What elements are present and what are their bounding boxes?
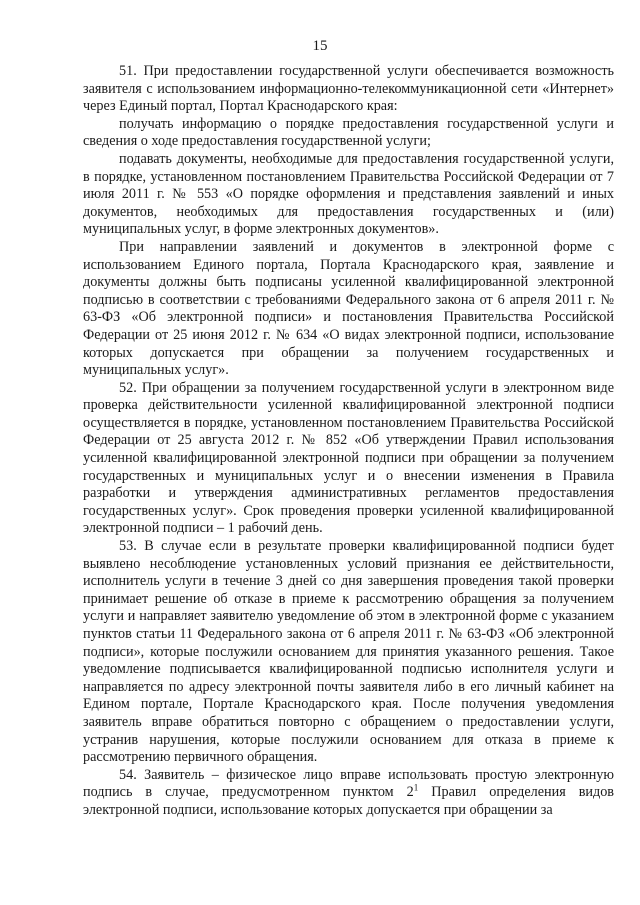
paragraph-54-superscript: 1: [413, 782, 419, 793]
paragraph-51-item-submit: подавать документы, необходимые для предоставления государственной услуги, в порядке, установленном постановлением Правительства Российской Федерации от 7 июля 2011 г. № 553 «О порядке оформления и представления заявлений и иных документов, необходимых для предоставления государственных и (или) муниципальных услуг, в форме электронных документов».: [83, 150, 614, 238]
paragraph-51-item-info: получать информацию о порядке предоставления государственной услуги и сведения о ходе предоставления государственной услуги;: [83, 115, 614, 150]
paragraph-51: 51. При предоставлении государственной услуги обеспечивается возможность заявителя с использованием информационно-телекоммуникационной сети «Интернет» через Единый портал, Портал Краснодарского края:: [83, 63, 614, 115]
paragraph-54-text-end: Правил определения видов электронной подписи, использование которых допускается при обращении за: [83, 784, 615, 818]
paragraph-signature-requirements: При направлении заявлений и документов в электронной форме с использованием Единого портала, Портала Краснодарского края, заявление и документы должны быть подписаны усиленной квалифицированной электронной подписью в соответствии с требованиями Федерального закона от 6 апреля 2011 г. № 63-ФЗ «Об электронной подписи» и постановления Правительства Российской Федерации от 25 июня 2012 г. № 634 «О видах электронной подписи, использование которых допускается при обращении за получением государственных и муниципальных услуг».: [83, 238, 614, 379]
page-number: 15: [312, 38, 328, 54]
paragraph-52: 52. При обращении за получением государственной услуги в электронном виде проверка действительности усиленной квалифицированной электронной подписи осуществляется в порядке, установленном постановлением Правительства Российской Федерации от 25 августа 2012 г. № 852 «Об утверждении Правил использования усиленной квалифицированной электронной подписи при обращении за получением государственных и муниципальных услуг и о внесении изменения в Правила разработки и утверждения административных регламентов предоставления государственных услуг». Срок проведения проверки усиленной квалифицированной электронной подписи – 1 рабочий день.: [83, 379, 614, 537]
paragraph-54: [83, 767, 614, 820]
document-body: [83, 63, 614, 820]
paragraph-53: 53. В случае если в результате проверки квалифицированной подписи будет выявлено несоблюдение установленных условий признания ее действительности, исполнитель услуги в течение 3 дней со дня завершения проведения такой проверки принимает решение об отказе в приеме к рассмотрению обращения за получением услуги и направляет заявителю уведомление об этом в электронной форме с указанием пунктов статьи 11 Федерального закона от 6 апреля 2011 г. № 63-ФЗ «Об электронной подписи», которые послужили основанием для принятия указанного решения. Такое уведомление подписывается квалифицированной подписью исполнителя услуги и направляется по адресу электронной почты заявителя либо в его личный кабинет на Едином портале, Портале Краснодарского края. После получения уведомления заявитель вправе обратиться повторно с обращением о предоставлении услуги, устранив нарушения, которые послужили основанием для отказа в приеме к рассмотрению первичного обращения.: [83, 538, 614, 766]
paragraph-54-text-start: 54. Заявитель – физическое лицо вправе использовать простую электронную подпись в случае, предусмотренном пунктом 2: [83, 766, 614, 801]
